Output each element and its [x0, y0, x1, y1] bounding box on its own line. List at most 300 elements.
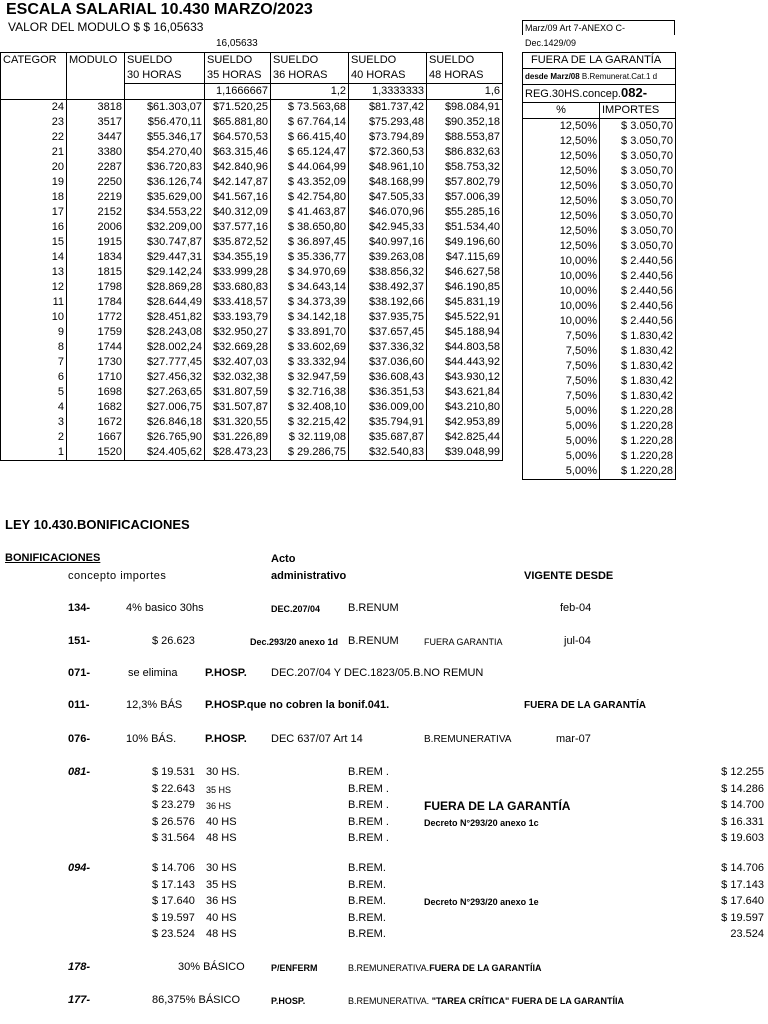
bonif-081-tipo: B.REM . [348, 815, 389, 828]
bonif-134-fecha: feb-04 [560, 602, 592, 614]
table-cell: $38.492,37 [349, 280, 427, 295]
bonif-178-tipo: B.REMUNERATIVA. [348, 963, 430, 973]
table-cell: $48.961,10 [349, 160, 427, 175]
table-cell: $33.680,83 [205, 280, 271, 295]
salary-header-cell: 30 HORAS [125, 68, 205, 84]
garantia-table [522, 52, 676, 480]
garantia-subtitle-date: desde Marz/08 [525, 72, 580, 81]
table-row [523, 179, 676, 194]
table-cell: $58.753,32 [427, 160, 503, 175]
table-cell: 2250 [67, 175, 125, 190]
table-cell: 11 [1, 295, 67, 310]
table-cell: $33.999,28 [205, 265, 271, 280]
table-cell: $32.407,03 [205, 355, 271, 370]
bonif-151-code: 151- [68, 635, 91, 647]
table-cell: 10,00% [523, 314, 600, 329]
bonif-177-extra: "TAREA CRÍTICA" FUERA DE LA GARANTÍIA [429, 996, 625, 1006]
table-cell: $37.577,16 [205, 220, 271, 235]
table-cell: 2006 [67, 220, 125, 235]
bonif-094-tipo: B.REM. [348, 878, 386, 891]
table-cell: $40.312,09 [205, 205, 271, 220]
bonif-081-right-amount: $ 16.331 [721, 815, 764, 828]
bonif-094-right-amount: $ 17.640 [721, 895, 764, 907]
table-cell: 1667 [67, 430, 125, 445]
table-cell: $ 3.050,70 [600, 164, 676, 179]
table-cell: $81.737,42 [349, 100, 427, 116]
table-cell: $ 2.440,56 [600, 269, 676, 284]
salary-header-cell: 40 HORAS [349, 68, 427, 84]
salary-header-cell [1, 84, 67, 100]
bonif-094-hs: 40 HS [206, 911, 237, 924]
table-cell: 10,00% [523, 299, 600, 314]
bonif-178-acto: P/ENFERM [271, 963, 318, 973]
table-cell: $38.856,32 [349, 265, 427, 280]
table-row [1, 175, 503, 190]
table-cell: $ 1.830,42 [600, 344, 676, 359]
salary-header-cell: CATEGOR [1, 53, 67, 69]
table-cell: $ 1.830,42 [600, 389, 676, 404]
bonif-134-desc: 4% basico 30hs [126, 602, 204, 614]
table-cell: $ 2.440,56 [600, 284, 676, 299]
garantia-subtitle-text: B.Remunerat.Cat.1 d [579, 72, 658, 81]
table-cell: $32.032,38 [205, 370, 271, 385]
table-cell: $38.192,66 [349, 295, 427, 310]
table-cell: $ 1.830,42 [600, 329, 676, 344]
table-row [523, 239, 676, 254]
bonif-178-tipo-line [348, 963, 542, 973]
table-cell: 1682 [67, 400, 125, 415]
table-cell: $31.807,59 [205, 385, 271, 400]
table-cell: 12,50% [523, 134, 600, 149]
table-cell: $ 2.440,56 [600, 314, 676, 329]
table-cell: 1710 [67, 370, 125, 385]
bonif-094-right-amount: $ 19.597 [721, 911, 764, 924]
table-row [1, 250, 503, 265]
table-cell: $36.608,43 [349, 370, 427, 385]
table-cell: 12,50% [523, 119, 600, 135]
table-row [1, 100, 503, 116]
table-cell: $31.226,89 [205, 430, 271, 445]
table-cell: 17 [1, 205, 67, 220]
table-cell: $ 34.373,39 [271, 295, 349, 310]
table-row [523, 269, 676, 284]
table-row [523, 209, 676, 224]
table-cell: $ 32.408,10 [271, 400, 349, 415]
table-row [523, 434, 676, 449]
table-cell: 12,50% [523, 149, 600, 164]
table-cell: $61.303,07 [125, 100, 205, 116]
bonif-151-tipo: B.RENUM [348, 635, 399, 647]
table-cell: $ 67.764,14 [271, 115, 349, 130]
table-cell: $33.418,57 [205, 295, 271, 310]
table-row [523, 134, 676, 149]
table-cell: $ 1.220,28 [600, 449, 676, 464]
table-cell: 5,00% [523, 404, 600, 419]
salary-header-cell: 1,3333333 [349, 84, 427, 100]
page-title: ESCALA SALARIAL 10.430 MARZO/2023 [6, 1, 313, 18]
table-cell: $ 65.124,47 [271, 145, 349, 160]
bonif-151-extra: FUERA GARANTIA [424, 637, 503, 647]
table-cell: 1772 [67, 310, 125, 325]
table-cell: 1784 [67, 295, 125, 310]
garantia-header-row [523, 53, 676, 69]
table-cell: $ 42.754,80 [271, 190, 349, 205]
table-cell: $37.036,60 [349, 355, 427, 370]
table-cell: 3 [1, 415, 67, 430]
bonif-081-note: FUERA DE LA GARANTÍA [424, 799, 571, 813]
table-cell: $39.048,99 [427, 445, 503, 461]
table-cell: 1744 [67, 340, 125, 355]
table-row [1, 340, 503, 355]
bonif-076-acto: P.HOSP. [205, 733, 247, 745]
bonif-081-right-amount: $ 12.255 [721, 766, 764, 778]
bonif-094-hs: 30 HS [206, 862, 237, 874]
bonif-011-desc: 12,3% BÁS [126, 699, 183, 711]
salary-header-row [1, 53, 503, 69]
garantia-pct-header: % [523, 103, 600, 119]
bonif-071-extra: DEC.207/04 Y DEC.1823/05.B.NO REMUN [271, 667, 484, 679]
table-cell: $45.831,19 [427, 295, 503, 310]
table-cell: $57.006,39 [427, 190, 503, 205]
salary-header-cell [125, 84, 205, 100]
table-cell: $46.627,58 [427, 265, 503, 280]
table-cell: 2287 [67, 160, 125, 175]
table-cell: $ 32.215,42 [271, 415, 349, 430]
table-cell: 20 [1, 160, 67, 175]
salary-header-cell: 1,6 [427, 84, 503, 100]
table-cell: 19 [1, 175, 67, 190]
bonif-081-imp: $ 22.643 [152, 782, 195, 795]
table-cell: $ 36.897,45 [271, 235, 349, 250]
table-cell: $28.473,23 [205, 445, 271, 461]
table-cell: 7,50% [523, 329, 600, 344]
table-cell: $31.507,87 [205, 400, 271, 415]
bonif-177-desc: 86,375% BÁSICO [152, 994, 241, 1006]
table-row [523, 389, 676, 404]
bonif-header: BONIFICACIONES [5, 552, 101, 564]
table-row [1, 355, 503, 370]
table-cell: 1915 [67, 235, 125, 250]
table-row [523, 344, 676, 359]
bonif-177-code: 177- [68, 994, 91, 1006]
salary-header-cell: SUELDO [427, 53, 503, 69]
table-cell: 2 [1, 430, 67, 445]
table-cell: $37.657,45 [349, 325, 427, 340]
table-cell: $ 32.947,59 [271, 370, 349, 385]
bonif-081-hs: 35 HS [206, 784, 232, 795]
table-cell: $32.540,83 [349, 445, 427, 461]
table-cell: 7,50% [523, 389, 600, 404]
bonif-081-hs: 30 HS. [206, 766, 240, 778]
table-row [1, 145, 503, 160]
table-cell: $ 3.050,70 [600, 209, 676, 224]
table-row [523, 299, 676, 314]
bonif-071-acto: P.HOSP. [205, 667, 247, 679]
table-cell: $ 1.220,28 [600, 419, 676, 434]
salary-table [0, 52, 503, 461]
table-cell: 2219 [67, 190, 125, 205]
table-cell: $63.315,46 [205, 145, 271, 160]
garantia-concept-text: REG.30HS.concep. [525, 88, 621, 100]
salary-header-cell: MODULO [67, 53, 125, 69]
bonif-081-hs: 48 HS [206, 832, 237, 844]
table-cell: $71.520,25 [205, 100, 271, 116]
garantia-header-row [523, 103, 676, 119]
table-cell: 3380 [67, 145, 125, 160]
table-cell: 7,50% [523, 374, 600, 389]
salary-header-cell: SUELDO [271, 53, 349, 69]
bonif-081-imp: $ 23.279 [152, 799, 195, 811]
table-row [523, 149, 676, 164]
bonif-081-imp: $ 31.564 [152, 832, 195, 844]
table-cell: $73.794,89 [349, 130, 427, 145]
bonif-081-hs: 40 HS [206, 815, 237, 828]
table-cell: $ 32.119,08 [271, 430, 349, 445]
table-cell: $36.009,00 [349, 400, 427, 415]
table-cell: 5,00% [523, 434, 600, 449]
table-cell: $ 1.220,28 [600, 434, 676, 449]
bonif-081-imp: $ 19.531 [152, 766, 195, 778]
table-cell: $26.765,90 [125, 430, 205, 445]
salary-header-cell [67, 84, 125, 100]
table-cell: $35.687,87 [349, 430, 427, 445]
table-cell: $36.720,83 [125, 160, 205, 175]
table-cell: $28.243,08 [125, 325, 205, 340]
table-cell: $64.570,53 [205, 130, 271, 145]
table-cell: 5,00% [523, 464, 600, 480]
table-cell: $ 2.440,56 [600, 254, 676, 269]
table-cell: $72.360,53 [349, 145, 427, 160]
table-cell: $ 1.220,28 [600, 464, 676, 480]
table-row [1, 445, 503, 461]
bonif-151-acto: Dec.293/20 anexo 1d [250, 637, 339, 647]
table-cell: 5,00% [523, 419, 600, 434]
table-cell: $65.881,80 [205, 115, 271, 130]
table-row [1, 400, 503, 415]
bonif-011-code: 011- [68, 699, 90, 711]
bonif-094-note: Decreto N°293/20 anexo 1e [424, 897, 539, 907]
table-cell: $55.346,17 [125, 130, 205, 145]
garantia-title: FUERA DE LA GARANTÍA [523, 53, 676, 69]
table-cell: $ 33.891,70 [271, 325, 349, 340]
table-cell: 15 [1, 235, 67, 250]
table-cell: $24.405,62 [125, 445, 205, 461]
table-cell: 16 [1, 220, 67, 235]
table-row [523, 224, 676, 239]
table-cell: 21 [1, 145, 67, 160]
table-cell: $27.006,75 [125, 400, 205, 415]
table-cell: 10,00% [523, 254, 600, 269]
salary-header-cell: 1,1666667 [205, 84, 271, 100]
bonif-081-note: Decreto N°293/20 anexo 1c [424, 817, 539, 828]
table-cell: $26.846,18 [125, 415, 205, 430]
bonif-081-tipo: B.REM . [348, 766, 389, 778]
table-row [523, 449, 676, 464]
table-cell: 1698 [67, 385, 125, 400]
bonif-094-imp: $ 17.640 [152, 895, 195, 907]
table-cell: $55.285,16 [427, 205, 503, 220]
table-cell: 12 [1, 280, 67, 295]
table-cell: $ 3.050,70 [600, 179, 676, 194]
table-cell: $34.553,22 [125, 205, 205, 220]
bonif-071-code: 071- [68, 667, 91, 679]
table-cell: 1 [1, 445, 67, 461]
bonif-081-imp: $ 26.576 [152, 815, 195, 828]
table-cell: $34.355,19 [205, 250, 271, 265]
table-cell: $ 3.050,70 [600, 134, 676, 149]
table-cell: $ 29.286,75 [271, 445, 349, 461]
table-cell: $27.456,32 [125, 370, 205, 385]
bonif-134-acto: DEC.207/04 [271, 604, 321, 614]
table-row [523, 419, 676, 434]
bonif-076-code: 076- [68, 733, 91, 745]
table-cell: $86.832,63 [427, 145, 503, 160]
table-cell: 8 [1, 340, 67, 355]
table-cell: $ 3.050,70 [600, 224, 676, 239]
table-cell: 3447 [67, 130, 125, 145]
table-row [1, 430, 503, 445]
bonif-094-imp: $ 14.706 [152, 862, 195, 874]
table-row [523, 464, 676, 480]
administrativo-header: administrativo [271, 570, 347, 582]
table-cell: $35.794,91 [349, 415, 427, 430]
table-cell: 12,50% [523, 179, 600, 194]
table-cell: $32.669,28 [205, 340, 271, 355]
table-cell: 7,50% [523, 359, 600, 374]
table-cell: $29.447,31 [125, 250, 205, 265]
table-cell: $ 3.050,70 [600, 119, 676, 135]
table-cell: $ 33.602,69 [271, 340, 349, 355]
bonif-081-hs: 36 HS [206, 801, 232, 811]
table-cell: 10,00% [523, 269, 600, 284]
salary-header-cell: SUELDO [205, 53, 271, 69]
table-cell: 12,50% [523, 164, 600, 179]
table-row [1, 220, 503, 235]
table-cell: $57.802,79 [427, 175, 503, 190]
garantia-concept-code: 082- [621, 85, 648, 100]
table-cell: $46.070,96 [349, 205, 427, 220]
bonif-151-fecha: jul-04 [564, 635, 591, 647]
table-cell: $ 73.563,68 [271, 100, 349, 116]
table-cell: $ 41.463,87 [271, 205, 349, 220]
table-cell: $37.336,32 [349, 340, 427, 355]
table-cell: 13 [1, 265, 67, 280]
table-row [1, 190, 503, 205]
table-cell: $28.002,24 [125, 340, 205, 355]
valor-modulo-number: 16,05633 [216, 38, 258, 49]
bonif-094-code: 094- [68, 862, 91, 874]
bonif-081-tipo: B.REM . [348, 832, 389, 844]
table-cell: 3517 [67, 115, 125, 130]
table-row [1, 385, 503, 400]
table-cell: $ 35.336,77 [271, 250, 349, 265]
bonif-076-desc: 10% BÁS. [126, 733, 177, 745]
bonif-094-hs: 35 HS [206, 878, 237, 891]
table-cell: $36.351,53 [349, 385, 427, 400]
table-cell: $43.210,80 [427, 400, 503, 415]
table-cell: 12,50% [523, 239, 600, 254]
table-cell: 6 [1, 370, 67, 385]
table-cell: $28.644,49 [125, 295, 205, 310]
table-cell: $35.629,00 [125, 190, 205, 205]
table-cell: $ 66.415,40 [271, 130, 349, 145]
table-cell: $ 1.830,42 [600, 359, 676, 374]
table-cell: $30.747,87 [125, 235, 205, 250]
table-cell: $ 34.643,14 [271, 280, 349, 295]
table-row [1, 295, 503, 310]
table-cell: $ 3.050,70 [600, 194, 676, 209]
bonif-177-tipo-line [348, 996, 624, 1006]
table-row [523, 404, 676, 419]
table-cell: $48.168,99 [349, 175, 427, 190]
table-cell: 12,50% [523, 194, 600, 209]
table-cell: $32.209,00 [125, 220, 205, 235]
salary-header-cell: 48 HORAS [427, 68, 503, 84]
table-cell: $42.953,89 [427, 415, 503, 430]
table-cell: $98.084,91 [427, 100, 503, 116]
bonif-094-tipo: B.REM. [348, 928, 386, 940]
table-cell: 1834 [67, 250, 125, 265]
table-cell: 7,50% [523, 344, 600, 359]
table-cell: 10,00% [523, 284, 600, 299]
table-cell: 1730 [67, 355, 125, 370]
table-row [1, 160, 503, 175]
table-cell: $31.320,55 [205, 415, 271, 430]
table-row [1, 415, 503, 430]
bonif-076-fecha: mar-07 [556, 733, 591, 745]
salary-header-cell [1, 68, 67, 84]
table-row [523, 254, 676, 269]
bonif-094-imp: $ 19.597 [152, 911, 195, 924]
table-cell: $88.553,87 [427, 130, 503, 145]
table-cell: $43.621,84 [427, 385, 503, 400]
table-row [1, 130, 503, 145]
table-cell: 1520 [67, 445, 125, 461]
bonif-081-tipo: B.REM . [348, 799, 389, 811]
bonif-178-extra: FUERA DE LA GARANTÍIA [429, 963, 542, 973]
salary-header-cell: 35 HORAS [205, 68, 271, 84]
table-row [1, 325, 503, 340]
table-cell: 10 [1, 310, 67, 325]
table-cell: $ 44.064,99 [271, 160, 349, 175]
salary-header-row [1, 68, 503, 84]
vigente-header: VIGENTE DESDE [524, 570, 614, 582]
table-cell: 14 [1, 250, 67, 265]
table-cell: $54.270,40 [125, 145, 205, 160]
bonif-076-tipo: B.REMUNERATIVA [424, 734, 512, 745]
table-cell: $ 34.142,18 [271, 310, 349, 325]
table-cell: $39.263,08 [349, 250, 427, 265]
bonif-094-tipo: B.REM. [348, 911, 386, 924]
table-cell: 18 [1, 190, 67, 205]
table-row [523, 194, 676, 209]
table-cell: $ 3.050,70 [600, 149, 676, 164]
bonif-011-acto: P.HOSP.que no cobren la bonif.041. [205, 699, 390, 711]
table-cell: $46.190,85 [427, 280, 503, 295]
table-cell: 1815 [67, 265, 125, 280]
salary-header-cell: 1,2 [271, 84, 349, 100]
table-cell: $ 3.050,70 [600, 239, 676, 254]
table-row [1, 115, 503, 130]
table-cell: $33.193,79 [205, 310, 271, 325]
bonif-076-dec: DEC 637/07 Art 14 [271, 733, 363, 745]
table-cell: $35.872,52 [205, 235, 271, 250]
bonif-section-title: LEY 10.430.BONIFICACIONES [5, 517, 190, 532]
bonif-094-right-amount: 23.524 [730, 928, 764, 940]
salary-table-body [1, 53, 503, 461]
bonif-134-code: 134- [68, 602, 91, 614]
table-cell: $42.840,96 [205, 160, 271, 175]
